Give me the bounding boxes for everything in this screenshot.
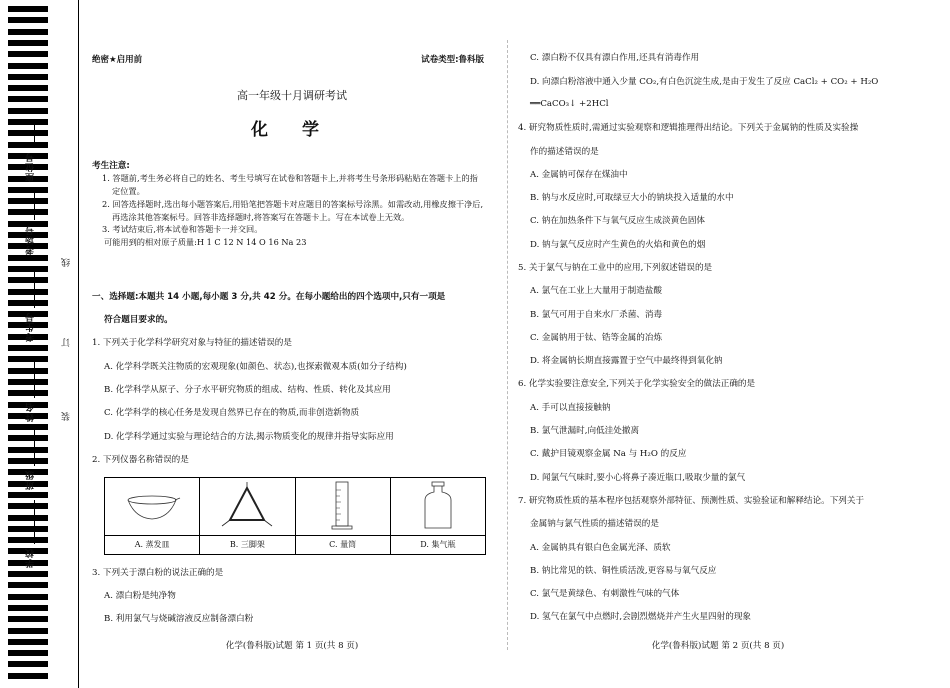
binding-stripe [8,616,48,622]
binding-stripe [8,424,48,430]
question-6-option-d: D. 闻氯气气味时,要小心将鼻子凑近瓶口,吸取少量的氯气 [530,473,746,483]
label-class: 班级 [26,470,36,490]
label-school: 学校 [26,548,36,568]
question-7-option-a: A. 金属钠具有银白色金属光泽、质软 [530,543,671,553]
question-1-option-a: A. 化学科学既关注物质的宏观现象(如颜色、状态),也探索微观本质(如分子结构) [104,362,407,372]
question-1-option-c: C. 化学科学的核心任务是发现自然界已存在的物质,而非创造新物质 [104,408,360,418]
binding-stripe [8,289,48,295]
atomic-masses: 可能用到的相对原子质量:H 1 C 12 N 14 O 16 Na 23 [104,236,307,247]
question-7-stem-cont: 金属钠与氯气性质的描述错误的是 [530,519,659,529]
question-4-option-d: D. 钠与氯气反应时产生黄色的火焰和黄色的烟 [530,240,706,250]
caption-d: D. 集气瓶 [391,535,485,554]
student-number-blank [34,268,35,308]
binding-stripe [8,40,48,46]
question-3-option-c: C. 漂白粉不仅具有漂白作用,还具有消毒作用 [530,53,700,63]
binding-stripe [8,6,48,12]
question-3-option-b: B. 利用氯气与烧碱溶液反应制备漂白粉 [104,614,254,624]
question-6-option-b: B. 氯气泄漏时,向低洼处撤离 [530,426,640,436]
question-3-option-d-cont: ══CaCO₃↓ +2HCl [530,99,609,109]
binding-stripe [8,356,48,362]
page-1-footer: 化学(鲁科版)试题 第 1 页(共 8 页) [225,641,359,651]
section-title-cont: 符合题目要求的。 [104,315,173,325]
binding-stripe [8,63,48,69]
binding-stripe [8,85,48,91]
question-7-option-d: D. 氢气在氯气中点燃时,会剧烈燃烧并产生火星四射的现象 [530,612,752,622]
class-blank [34,430,35,466]
binding-stripe [8,345,48,351]
binding-stripe [8,255,48,261]
binding-stripe [8,458,48,464]
question-2-stem: 2. 下列仪器名称错误的是 [92,455,189,465]
question-3-stem: 3. 下列关于漂白粉的说法正确的是 [92,568,224,578]
binding-stripe [8,209,48,215]
question-4-stem: 4. 研究物质性质时,需通过实验观察和逻辑推理得出结论。下列关于金属钠的性质及实验操 [518,123,859,133]
question-3-option-a: A. 漂白粉是纯净物 [104,591,176,601]
graduated-cylinder-icon [296,478,391,534]
binding-stripe [8,277,48,283]
clay-triangle-icon [200,478,295,534]
label-name: 姓名 [26,402,36,422]
binding-stripe [8,537,48,543]
binding-stripe [8,515,48,521]
binding-stripe [8,390,48,396]
binding-stripe [8,435,48,441]
binding-stripe [8,29,48,35]
binding-stripe [8,17,48,23]
binding-stripe [8,447,48,453]
notice-item: 2. 回答选择题时,选出每小题答案后,用铅笔把答题卡对应题目的答案标号涂黑。如需改动,用橡皮擦干净后,再选涂其他答案标号。回答非选择题时,将答案写在答题卡上。写在本试卷上无效。 [102,198,484,222]
seat-number-blank [34,120,35,148]
label-exam-room: 考场号 [26,225,36,255]
binding-stripe [8,605,48,611]
binding-stripe [8,130,48,136]
binding-stripe [8,142,48,148]
exam-name: 高一年级十月调研考试 [237,89,347,102]
question-5-option-c: C. 金属钠用于钛、锆等金属的冶炼 [530,333,663,343]
binding-stripe [8,187,48,193]
confidential-mark: 绝密★启用前 [92,55,143,65]
binding-stripe [8,661,48,667]
exam-room-blank [34,192,35,220]
apparatus-figure-table [104,477,486,555]
binding-stripe [8,379,48,385]
question-7-stem: 7. 研究物质性质的基本程序包括观察外部特征、预测性质、实验验证和解释结论。下列关于 [518,496,865,506]
figure-tripod [200,478,295,554]
binding-stripes [0,0,48,688]
label-seat-number: 座位号 [26,152,36,182]
binding-stripe [8,492,48,498]
question-3-option-d: D. 向漂白粉溶液中通入少量 CO₂,有白色沉淀生成,是由于发生了反应 CaCl₂ + CO₂ + H₂O [530,77,879,87]
notice-title: 考生注意: [92,161,130,171]
caption-c: C. 量筒 [296,535,390,554]
question-6-option-a: A. 手可以直接接触钠 [530,403,611,413]
binding-stripe [8,74,48,80]
figure-evaporating-dish [105,478,200,554]
question-4-option-c: C. 钠在加热条件下与氧气反应生成淡黄色固体 [530,216,706,226]
evaporating-dish-icon [105,478,200,534]
name-blank [34,360,35,398]
question-6-stem: 6. 化学实验要注意安全,下列关于化学实验安全的做法正确的是 [518,379,756,389]
label-student-number: 考生号 [26,312,36,342]
binding-stripe [8,300,48,306]
question-5-option-d: D. 将金属钠长期直接露置于空气中最终得到氧化钠 [530,356,723,366]
binding-stripe [8,503,48,509]
binding-stripe [8,639,48,645]
binding-stripe [8,526,48,532]
binding-stripe [8,673,48,679]
question-7-option-c: C. 氯气是黄绿色、有刺激性气味的气体 [530,589,680,599]
school-blank [34,500,35,544]
binding-stripe [8,368,48,374]
binding-stripe [8,628,48,634]
binding-stripe [8,266,48,272]
cut-mark-line: 线 [62,258,72,267]
binding-stripe [8,51,48,57]
caption-a: A. 蒸发皿 [105,535,199,554]
section-title: 一、选择题:本题共 14 小题,每小题 3 分,共 42 分。在每小题给出的四个选项中,只有一项是 [92,292,446,302]
caption-b: B. 三脚架 [200,535,294,554]
page-2-footer: 化学(鲁科版)试题 第 2 页(共 8 页) [651,641,785,651]
question-6-option-c: C. 戴护目镜观察金属 Na 与 H₂O 的反应 [530,449,687,459]
notice-item: 3. 考试结束后,将本试卷和答题卡一并交回。 [102,224,263,235]
figure-graduated-cylinder [296,478,391,554]
cut-mark-bind: 装 [62,412,72,421]
figure-gas-bottle [391,478,485,554]
notice-block [92,160,484,249]
notice-item: 1. 答题前,考生务必将自己的姓名、考生号填写在试卷和答题卡上,并将考生号条形码粘贴在答题卡上的指定位置。 [102,173,478,197]
question-4-option-b: B. 钠与水反应时,可取绿豆大小的钠块投入适量的水中 [530,193,734,203]
question-4-option-a: A. 金属钠可保存在煤油中 [530,170,628,180]
binding-stripe [8,198,48,204]
question-1-option-b: B. 化学科学从原子、分子水平研究物质的组成、结构、性质、转化及其应用 [104,385,391,395]
question-1-stem: 1. 下列关于化学科学研究对象与特征的描述错误的是 [92,338,292,348]
binding-border-line [78,0,79,688]
question-5-option-a: A. 氯气在工业上大量用于制造盐酸 [530,286,662,296]
question-1-option-d: D. 化学科学通过实验与理论结合的方法,揭示物质变化的规律并指导实际应用 [104,432,394,442]
question-7-option-b: B. 钠比常见的铁、铜性质活泼,更容易与氧气反应 [530,566,717,576]
binding-stripe [8,119,48,125]
question-5-stem: 5. 关于氯气与钠在工业中的应用,下列叙述错误的是 [518,263,713,273]
page-1 [92,0,492,688]
gas-bottle-icon [391,478,486,534]
page-2 [518,0,908,688]
page-divider [507,40,508,650]
binding-stripe [8,582,48,588]
paper-type: 试卷类型:鲁科版 [421,55,484,65]
binding-stripe [8,96,48,102]
cut-mark-staple: 订 [62,338,72,347]
binding-stripe [8,650,48,656]
question-5-option-b: B. 氯气可用于自来水厂杀菌、消毒 [530,310,663,320]
binding-stripe [8,571,48,577]
question-4-stem-cont: 作的描述错误的是 [530,147,599,157]
subject-title: 化 学 [251,120,333,140]
binding-stripe [8,594,48,600]
binding-stripe [8,108,48,114]
